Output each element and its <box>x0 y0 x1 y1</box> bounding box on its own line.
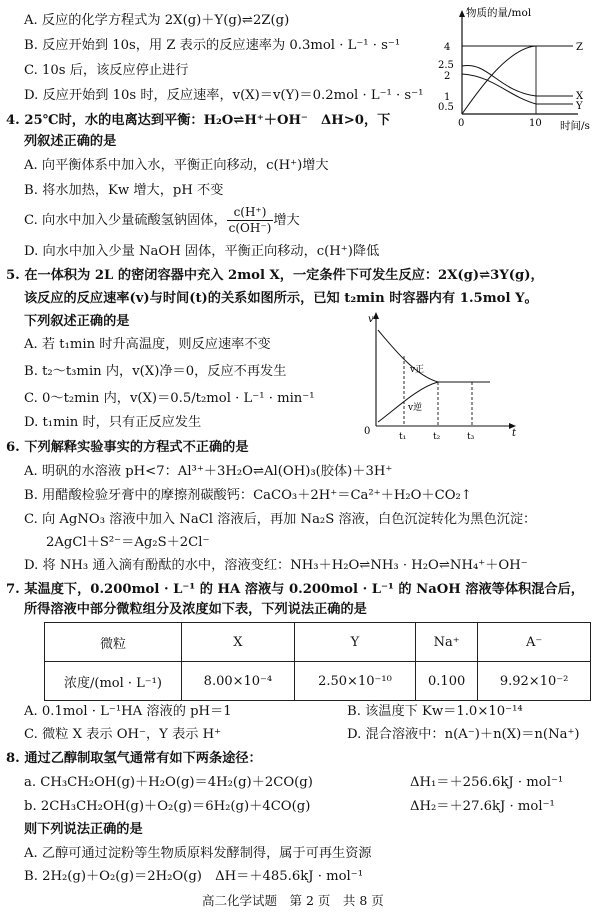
graph2-label-forward: v正 <box>410 365 425 375</box>
table-header-row <box>45 623 591 662</box>
graph1-label-z: Z <box>576 42 583 53</box>
graph1-xlabel: 时间/s <box>560 120 590 132</box>
q3-option-c: C. 10s 后，该反应停止进行 <box>24 63 189 78</box>
graph1-ytick-2-5: 2.5 <box>438 60 454 71</box>
q4-fraction <box>227 205 274 236</box>
graph1-ytick-1: 1 <box>444 92 451 103</box>
species-concentration-table <box>44 622 591 701</box>
graph2-label-reverse: v逆 <box>408 403 423 413</box>
table-cell: 浓度/(mol · L⁻¹) <box>45 662 182 701</box>
q4-fraction-denominator: c(OH⁻) <box>228 221 272 235</box>
table-header-cell: X <box>182 623 295 662</box>
graph2-xtick-t3: t₃ <box>467 432 475 442</box>
q5-option-a: A. 若 t₁min 时升高温度，则反应速率不变 <box>24 337 271 352</box>
q4-option-d: D. 向水中加入少量 NaOH 固体，平衡正向移动，c(H⁺)降低 <box>24 244 380 259</box>
q4-option-b: B. 将水加热，Kw 增大，pH 不变 <box>24 183 224 198</box>
graph2-axis-v: v <box>368 314 374 325</box>
q4-option-c-suffix: 增大 <box>273 213 300 228</box>
table-cell: 8.00×10⁻⁴ <box>182 662 295 701</box>
table-header-cell: 微粒 <box>45 623 182 662</box>
q4-stem-line2: 列叙述正确的是 <box>24 134 117 149</box>
q7-option-c: C. 微粒 X 表示 OH⁻，Y 表示 H⁺ <box>24 727 222 742</box>
table-cell: 0.100 <box>416 662 478 701</box>
q6-stem: 6. 下列解释实验事实的方程式不正确的是 <box>6 440 249 455</box>
graph1-label-x: X <box>576 91 584 102</box>
graph2-xtick-t2: t₂ <box>433 432 441 442</box>
q4-option-c-text: C. 向水中加入少量硫酸氢钠固体， <box>24 213 227 228</box>
q8-path-b-enthalpy: ΔH₂＝＋27.6kJ · mol⁻¹ <box>410 799 555 814</box>
q5-option-c: C. 0～t₂min 内，v(X)＝0.5/t₂mol · L⁻¹ · min⁻¹ <box>24 391 315 406</box>
page-footer: 高二化学试题 第 2 页 共 8 页 <box>202 893 384 908</box>
q8-option-b: B. 2H₂(g)＋O₂(g)＝2H₂O(g) ΔH＝＋485.6kJ · mol⁻¹ <box>24 869 364 884</box>
graph1-ylabel: 物质的量/mol <box>466 7 532 19</box>
q7-option-b: B. 该温度下 Kw＝1.0×10⁻¹⁴ <box>347 704 523 719</box>
q7-stem-line1: 7. 某温度下，0.200mol · L⁻¹ 的 HA 溶液与 0.200mol · L⁻¹ 的 NaOH 溶液等体积混合后， <box>6 582 584 597</box>
q6-option-c-line2: 2AgCl＋S²⁻＝Ag₂S＋2Cl⁻ <box>46 535 210 550</box>
graph1-ytick-4: 4 <box>444 42 451 53</box>
table-row <box>45 662 591 701</box>
q3-option-d: D. 反应开始到 10s 时，反应速率，v(X)＝v(Y)＝0.2mol · L⁻¹ · s⁻¹ <box>24 88 424 103</box>
q5-option-b: B. t₂～t₃min 内，v(X)净＝0，反应不再发生 <box>24 364 287 379</box>
q8-path-a-enthalpy: ΔH₁＝＋256.6kJ · mol⁻¹ <box>410 775 564 790</box>
q4-stem-line1: 4. 25℃时，水的电离达到平衡：H₂O⇌H⁺＋OH⁻ ΔH>0，下 <box>6 113 391 128</box>
amount-time-graph <box>428 6 609 134</box>
q7-option-a: A. 0.1mol · L⁻¹HA 溶液的 pH＝1 <box>24 704 232 719</box>
graph1-xtick-10: 10 <box>529 118 542 129</box>
q3-option-a: A. 反应的化学方程式为 2X(g)＋Y(g)⇌2Z(g) <box>24 13 290 28</box>
table-header-cell: A⁻ <box>478 623 591 662</box>
graph2-xtick-t1: t₁ <box>399 432 407 442</box>
table-header-cell: Y <box>294 623 415 662</box>
q8-stem: 8. 通过乙醇制取氢气通常有如下两条途径： <box>6 751 262 766</box>
graph1-label-y: Y <box>576 101 583 112</box>
q8-stem-line2: 则下列说法正确的是 <box>24 822 143 837</box>
q8-option-a: A. 乙醇可通过淀粉等生物质原料发酵制得，属于可再生资源 <box>24 846 372 861</box>
q6-option-c-line1: C. 向 AgNO₃ 溶液中加入 NaCl 溶液后，再加 Na₂S 溶液，白色沉淀转化为黑色沉淀： <box>24 512 537 527</box>
graph2-origin: 0 <box>364 426 371 437</box>
rate-time-graph <box>362 308 532 448</box>
table-cell: 2.50×10⁻¹⁰ <box>294 662 415 701</box>
q8-path-b: b. 2CH₃CH₂OH(g)＋O₂(g)＝6H₂(g)＋4CO(g) <box>24 799 311 814</box>
q5-stem-line2: 该反应的反应速率(v)与时间(t)的关系如图所示，已知 t₂min 时容器内有 1.5mol Y。 <box>24 291 538 306</box>
graph1-xtick-0: 0 <box>458 118 465 129</box>
q7-option-d: D. 混合溶液中：n(A⁻)＋n(X)＝n(Na⁺) <box>347 727 580 742</box>
q4-option-c <box>24 204 300 238</box>
q4-fraction-numerator: c(H⁺) <box>227 205 274 221</box>
q5-stem-line1: 5. 在一体积为 2L 的密闭容器中充入 2mol X，一定条件下可发生反应：2X(g)⇌3Y(g)， <box>6 268 544 283</box>
q5-stem-line3: 下列叙述正确的是 <box>24 314 130 329</box>
graph1-ytick-0-5: 0.5 <box>438 102 454 113</box>
q3-option-b: B. 反应开始到 10s，用 Z 表示的反应速率为 0.3mol · L⁻¹ · s⁻¹ <box>24 38 401 53</box>
table-cell: 9.92×10⁻² <box>478 662 591 701</box>
q7-stem-line2: 所得溶液中部分微粒组分及浓度如下表，下列说法正确的是 <box>24 602 367 617</box>
q6-option-b: B. 用醋酸检验牙膏中的摩擦剂碳酸钙：CaCO₃＋2H⁺＝Ca²⁺＋H₂O＋CO₂↑ <box>24 488 472 503</box>
q8-path-a: a. CH₃CH₂OH(g)＋H₂O(g)＝4H₂(g)＋2CO(g) <box>24 775 313 790</box>
table-header-cell: Na⁺ <box>416 623 478 662</box>
q5-option-d: D. t₁min 时，只有正反应发生 <box>24 415 202 430</box>
q6-option-d: D. 将 NH₃ 通入滴有酚酞的水中，溶液变红：NH₃＋H₂O⇌NH₃ · H₂O⇌NH₄⁺＋OH⁻ <box>24 558 528 573</box>
graph2-axis-t: t <box>512 428 517 439</box>
graph1-ytick-2: 2 <box>444 71 451 82</box>
q4-option-a: A. 向平衡体系中加入水，平衡正向移动，c(H⁺)增大 <box>24 158 329 173</box>
q6-option-a: A. 明矾的水溶液 pH<7：Al³⁺＋3H₂O⇌Al(OH)₃(胶体)＋3H⁺ <box>24 464 393 479</box>
